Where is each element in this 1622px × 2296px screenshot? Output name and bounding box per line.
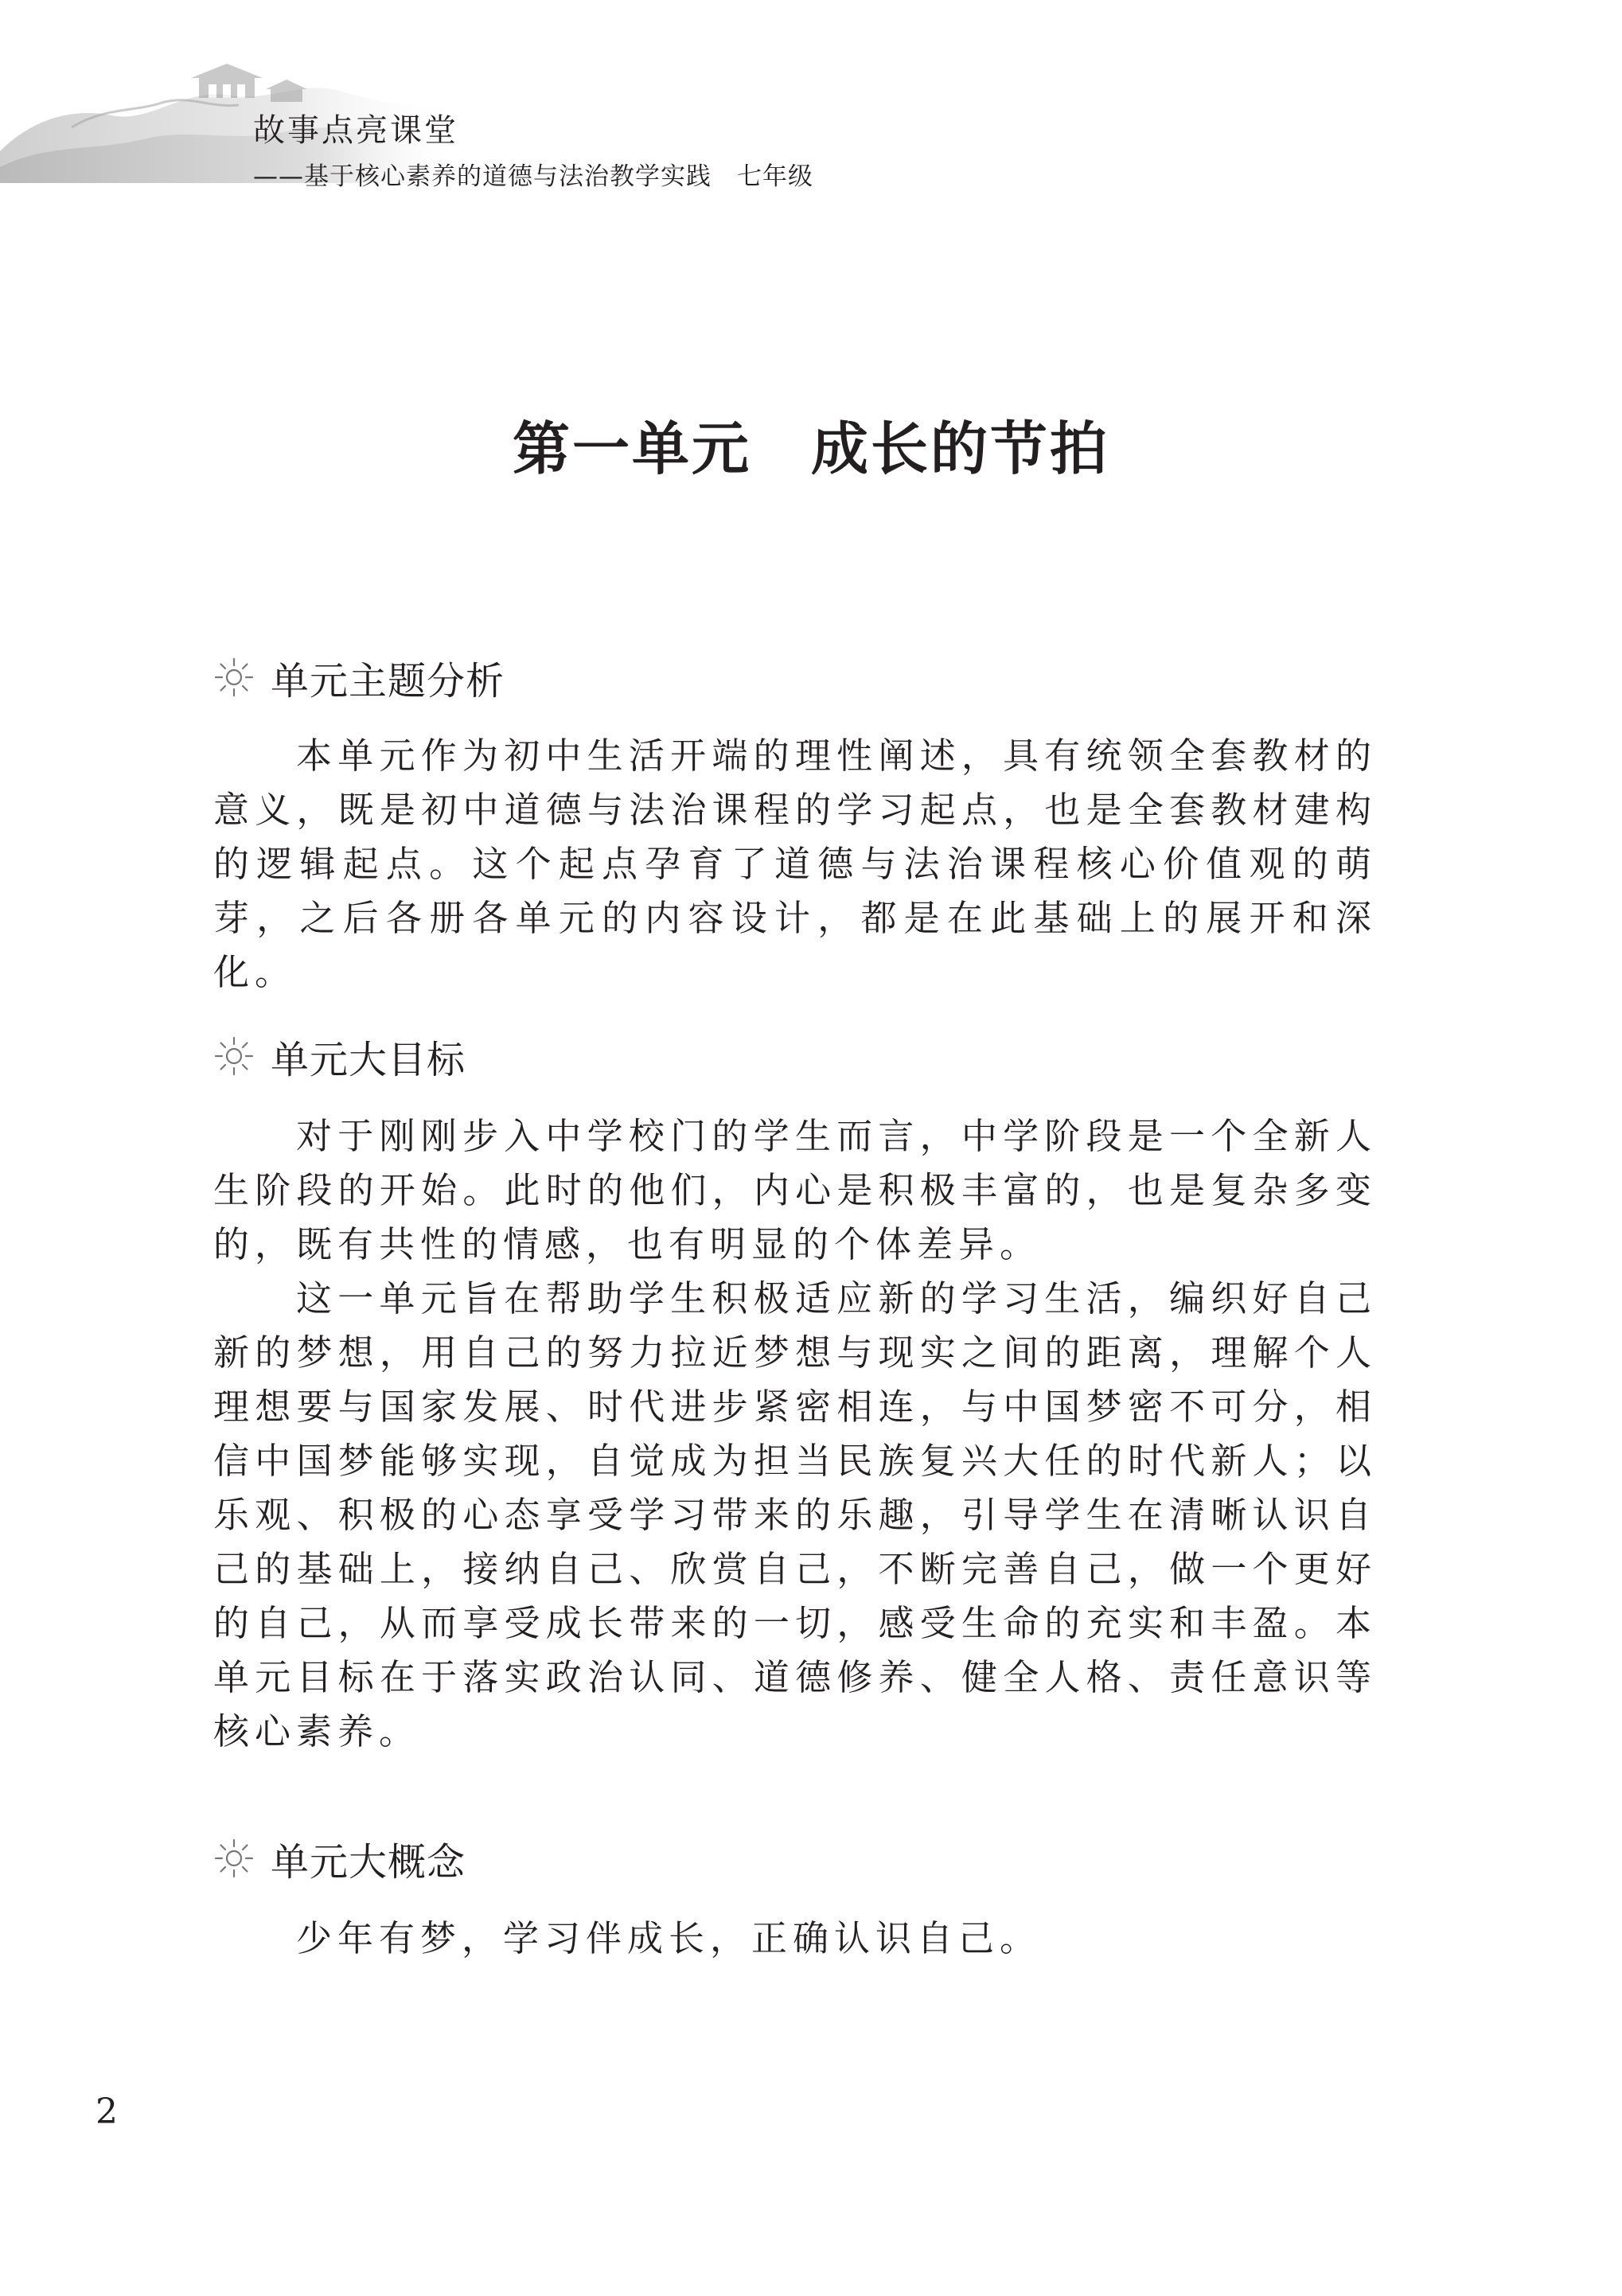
paragraph-theme-analysis: 本单元作为初中生活开端的理性阐述，具有统领全套教材的意义，既是初中道德与法治课程的学习起点，也是全套教材建构的逻辑起点。这个起点孕育了道德与法治课程核心价值观的萌芽，之后各册各单元的内容设计，都是在此基础上的展开和深化。 — [213, 735, 1377, 993]
section-heading-text: 单元主题分析 — [271, 658, 505, 704]
paragraph-unit-goal-1: 对于刚刚步入中学校门的学生而言，中学阶段是一个全新人生阶段的开始。此时的他们，内心是积极丰富的，也是复杂多变的，既有共性的情感，也有明显的个体差异。 — [213, 1115, 1377, 1265]
book-title: 故事点亮课堂 — [253, 112, 458, 149]
sun-icon — [213, 657, 255, 698]
section-heading-text: 单元大概念 — [271, 1839, 466, 1885]
section-heading-text: 单元大目标 — [271, 1037, 466, 1082]
section-heading-unit-goal — [213, 1028, 466, 1084]
paragraph-unit-goal-2: 这一单元旨在帮助学生积极适应新的学习生活，编织好自己新的梦想，用自己的努力拉近梦想与现实之间的距离，理解个人理想要与国家发展、时代进步紧密相连，与中国梦密不可分，相信中国梦能够实现，自觉成为担当民族复兴大任的时代新人；以乐观、积极的心态享受学习带来的乐趣，引导学生在清晰认识自己的基础上，接纳自己、欣赏自己，不断完善自己，做一个更好的自己，从而享受成长带来的一切，感受生命的充实和丰盈。本单元目标在于落实政治认同、道德修养、健全人格、责任意识等核心素养。 — [213, 1277, 1377, 1752]
unit-title: 第一单元 成长的节拍 — [512, 415, 1109, 482]
sun-icon — [213, 1838, 255, 1879]
page-number: 2 — [96, 2091, 118, 2132]
section-heading-big-concept — [213, 1830, 466, 1886]
book-subtitle: ——基于核心素养的道德与法治教学实践 七年级 — [253, 162, 813, 191]
sun-icon — [213, 1035, 255, 1077]
paragraph-big-concept: 少年有梦，学习伴成长，正确认识自己。 — [296, 1917, 1042, 1959]
section-heading-theme-analysis — [213, 649, 505, 705]
